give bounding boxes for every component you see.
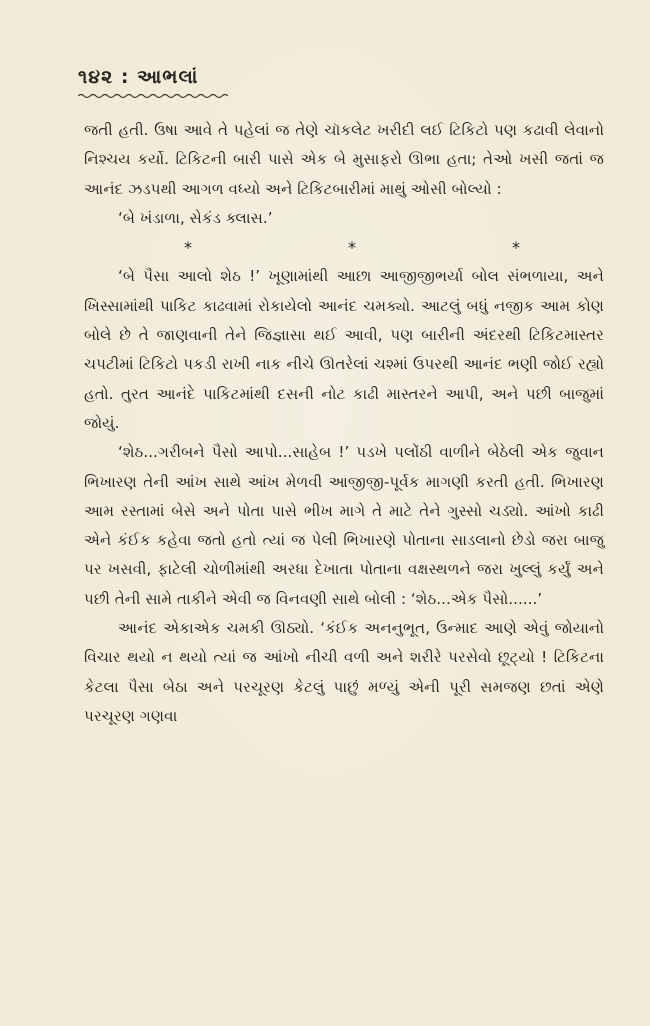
running-header: ૧૪૨ : આભલાં: [78, 66, 199, 88]
separator-star: *: [184, 238, 192, 258]
paragraph: ‘બે પૈસા આલો શેઠ !’ ખૂણામાંથી આછા આજીજીભર્યા બોલ સંભળાયા, અને ખિસ્સામાંથી પાકિટ કાઢવામાં રોકાયેલો આનંદ ચમક્યો. આટલું બધું નજીક આમ કોણ બોલે છે તે જાણવાની તેને જિજ્ઞાસા થઈ આવી, પણ બારીની અંદરથી ટિકિટમાસ્તર ચપટીમાં ટિકિટો પકડી રાખી નાક નીચે ઊતરેલાં ચશ્માં ઉપરથી આનંદ ભણી જોઈ રહ્યો હતો. તુરત આનંદે પાકિટમાંથી દસની નોટ કાઢી માસ્તરને આપી, અને પછી બાજુમાં જોયું.: [84, 267, 604, 432]
body-text: [84, 116, 604, 731]
paragraph: આનંદ એકાએક ચમકી ઊઠ્યો. ‘કંઈક અનનુભૂત, ઉન્માદ આણે એવું જોયાનો વિચાર થયો ન થયો ત્યાં જ આંખો નીચી વળી અને શરીરે પરસેવો છૂટ્યો ! ટિકિટના કેટલા પૈસા બેઠા અને પરચૂરણ કેટલું પાછું મળ્યું એની પૂરી સમજણ છતાં એણે પરચૂરણ ગણવા: [84, 619, 604, 725]
paragraph: ‘શેઠ...ગરીબને પૈસો આપો...સાહેબ !’ પડખે પલોંઠી વાળીને બેઠેલી એક જુવાન ભિખારણ તેની આંખ સાથે આંખ મેળવી આજીજી-પૂર્વક માગણી કરતી હતી. ભિખારણ આમ રસ્તામાં બેસે અને પોતા પાસે ભીખ માગે તે માટે તેને ગુસ્સો ચડ્યો. આંખો કાઢી એને કંઈક કહેવા જતો હતો ત્યાં જ પેલી ભિખારણે પોતાના સાડલાનો છેડો જરા બાજુ પર ખસવી, ફાટેલી ચોળીમાંથી અરધા દેખાતા પોતાના વક્ષસ્થળને જરા ખુલ્લું કર્યું અને પછી તેની સામે તાકીને એવી જ વિનવણી સાથે બોલી : ‘શેઠ...એક પૈસો......’: [84, 443, 604, 608]
separator-star: *: [348, 238, 356, 258]
quoted-line: ‘બે ખંડાળા, સેકંડ ક્લાસ.’: [118, 208, 273, 227]
section-separator: [84, 233, 604, 262]
header-underline: [78, 93, 228, 99]
paragraph: જતી હતી. ઉષા આવે તે પહેલાં જ તેણે ચૉકલેટ ખરીદી લઈ ટિકિટો પણ કઢાવી લેવાનો નિશ્ચય કર્યો. ટિકિટની બારી પાસે એક બે મુસાફરો ઊભા હતા; તેઓ ખસી જતાં જ આનંદ ઝડપથી આગળ વધ્યો અને ટિકિટબારીમાં માથું ઓસી બોલ્યો :: [84, 121, 604, 198]
separator-star: *: [512, 238, 520, 258]
